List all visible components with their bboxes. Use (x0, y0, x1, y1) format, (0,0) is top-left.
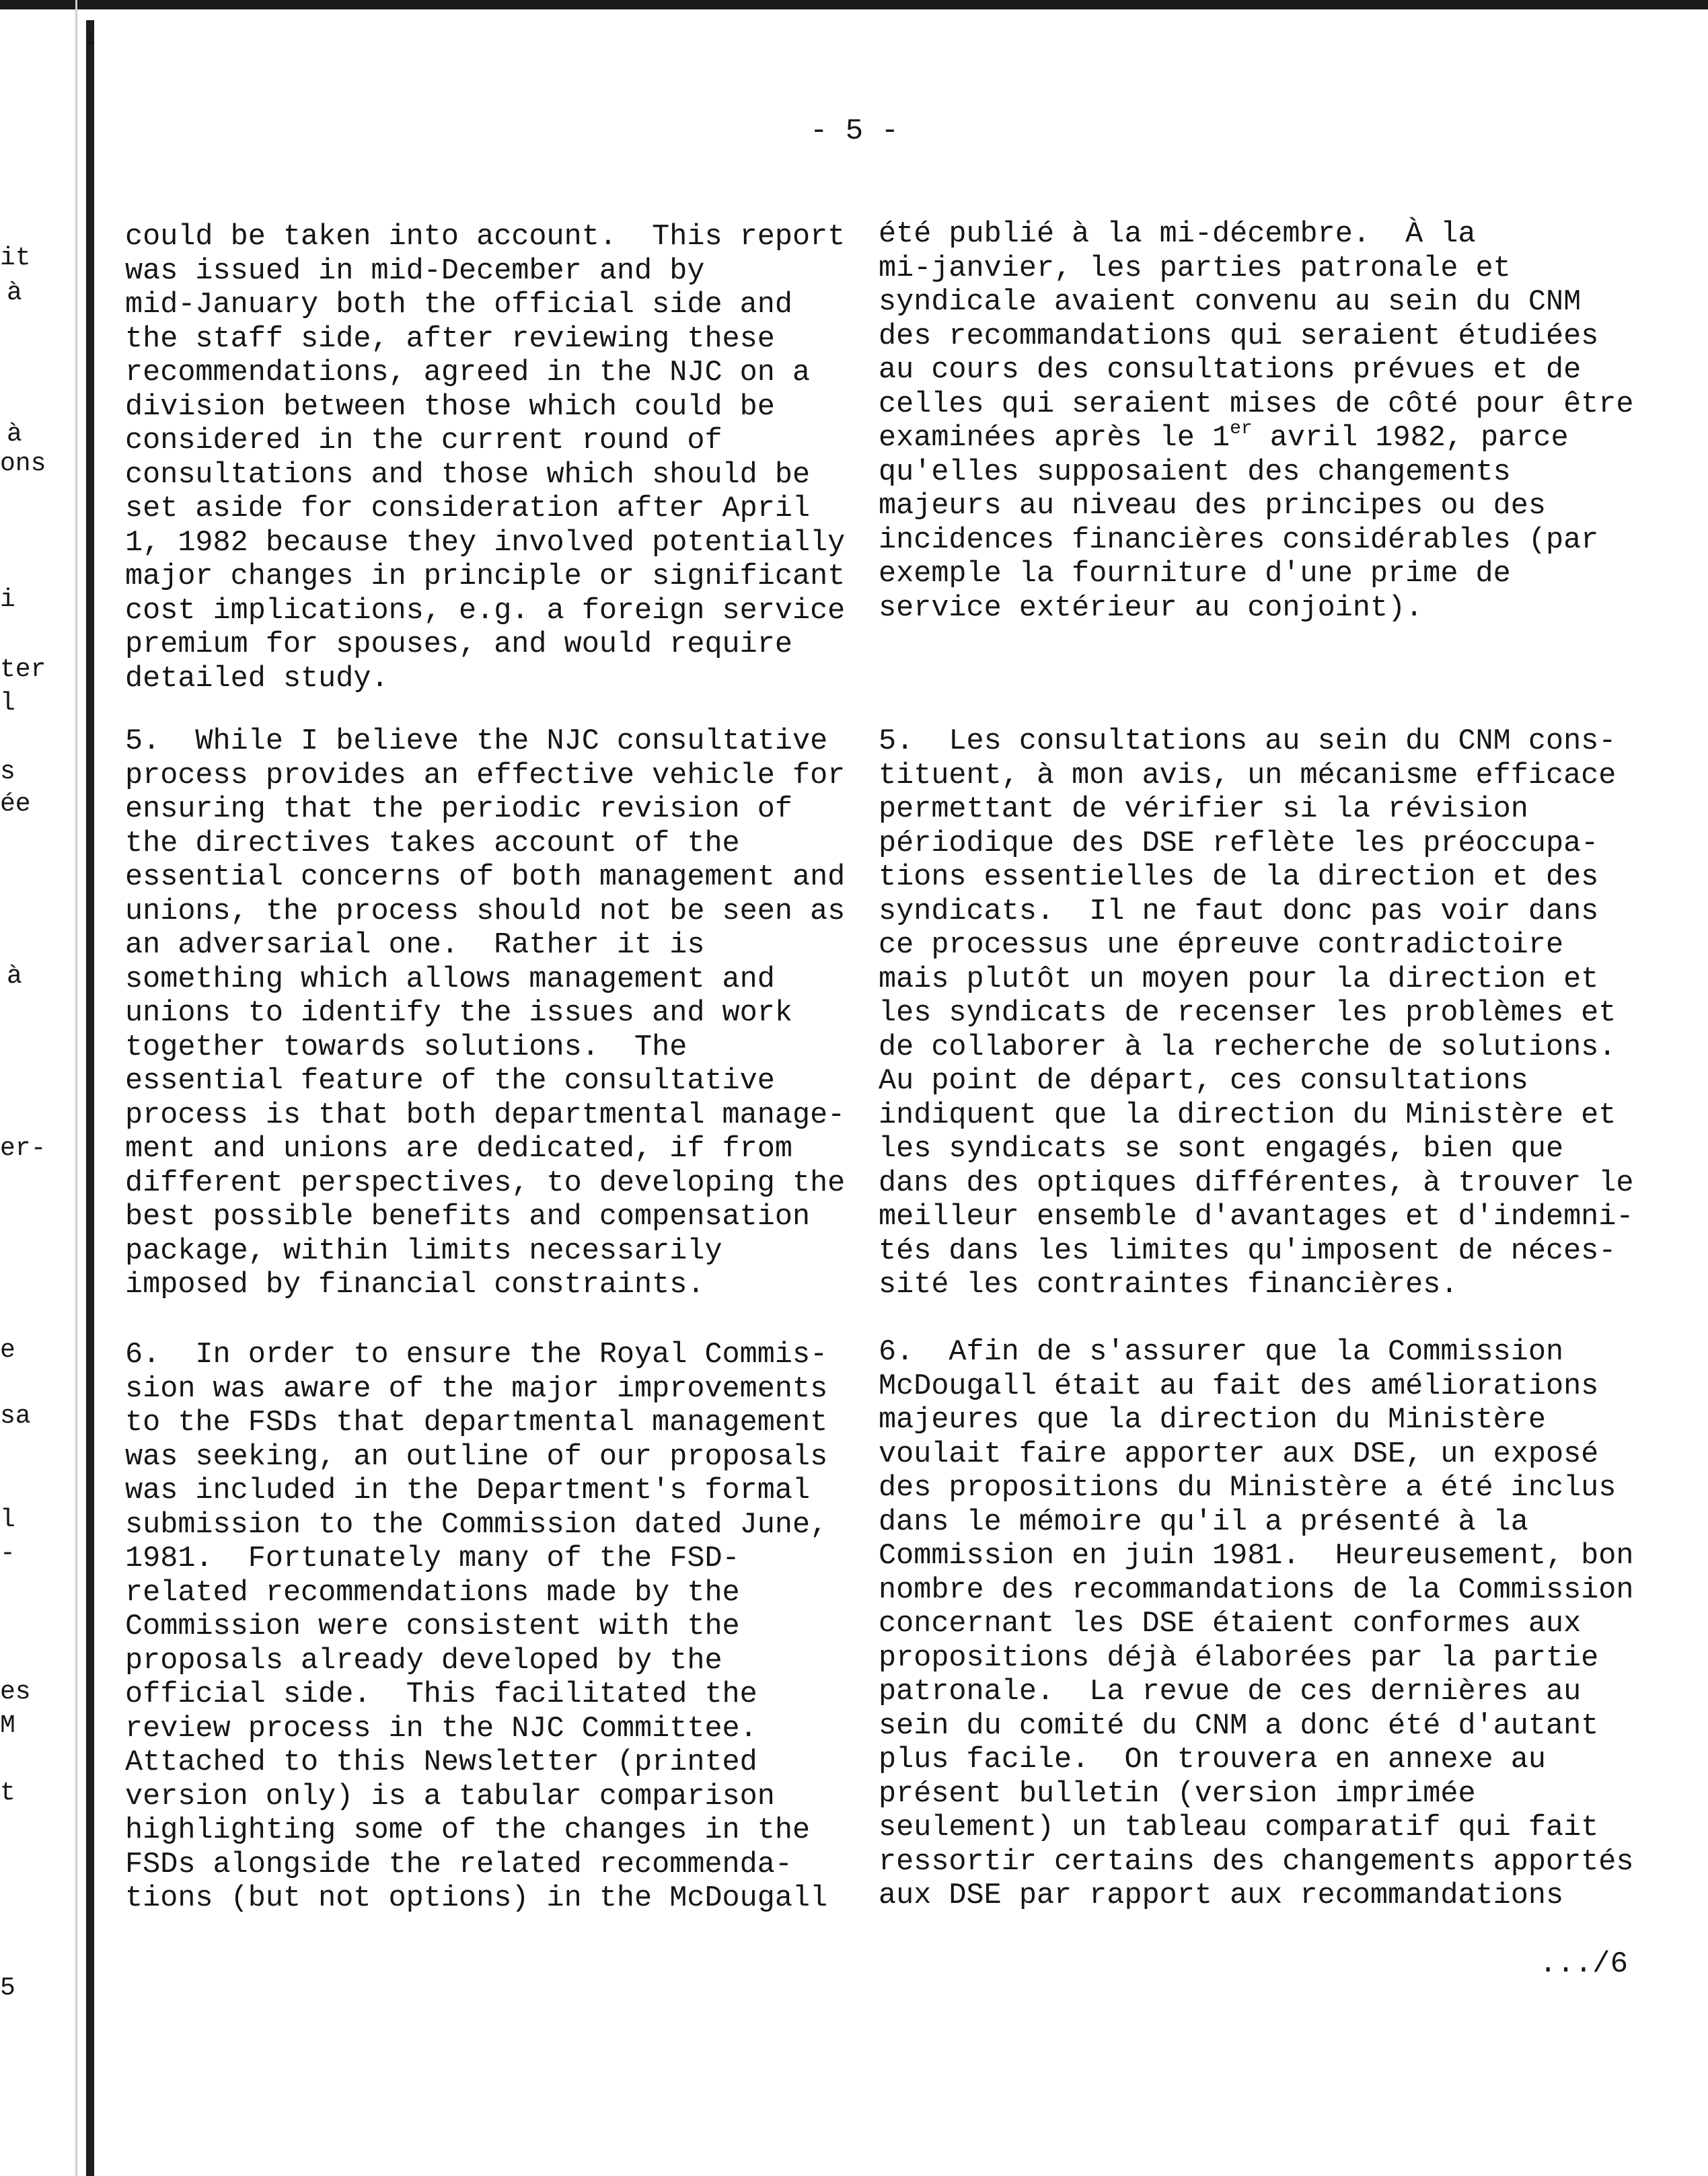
french-column (879, 725, 1634, 1303)
adjacent-page-fragment (0, 0, 96, 2176)
margin-fragment: ée (0, 790, 31, 819)
french-p1-text-end: avril 1982, parce qu'elles supposaient des changements majeurs au niveau des principes ou des incidences financières considérables (par exemple la fourniture d'une prime de service extérieur au conjoint). (879, 422, 1599, 625)
english-column (125, 1339, 828, 1916)
margin-fragment: e (0, 1336, 15, 1365)
scan-binding-line (86, 20, 94, 2176)
margin-fragment: à (7, 420, 22, 449)
page-number: - 5 - (809, 114, 899, 148)
continued-marker: .../6 (1538, 1947, 1628, 1981)
margin-fragment: t (0, 1778, 15, 1807)
margin-fragment: - (0, 1539, 15, 1568)
margin-fragment: i (0, 585, 15, 614)
margin-fragment: ons (0, 449, 46, 478)
french-p1-text: été publié à la mi-décembre. À la mi-janvier, les parties patronale et syndicale avaient convenu au sein du CNM des recommandations qui seraient étudiées au cours des consultations prévues et de celles qui seraient mises de côté pour être examinées après le 1 (879, 218, 1634, 455)
margin-fragment: l (0, 1505, 15, 1534)
english-column (125, 725, 846, 1303)
margin-fragment: es (0, 1678, 31, 1706)
margin-fragment: s (0, 757, 15, 786)
margin-fragment: à (7, 278, 22, 307)
scan-top-edge (0, 0, 1708, 9)
margin-fragment: it (0, 243, 31, 272)
margin-fragment: er- (0, 1134, 46, 1163)
margin-fragment: 1 (86, 32, 96, 48)
french-column (879, 218, 1634, 626)
french-paragraph-continued (879, 218, 1634, 626)
english-paragraph-continued: could be taken into account. This report was issued in mid-December and by mid-January both the official side and the staff side, after reviewing these recommendations, agreed in the NJC on a division between those which could be considered in the current round of consultations and those which should be set aside for consideration after April 1, 1982 because they involved potentially major changes in principle or significant cost implications, e.g. a foreign service premium for spouses, and would require detailed study. (125, 221, 846, 696)
french-paragraph-6: 6. Afin de s'assurer que la Commission McDougall était au fait des améliorations majeures que la direction du Ministère voulait faire apporter aux DSE, un exposé des propositions du Ministère a été inclus dans le mémoire qu'il a présenté à la Commission en juin 1981. Heureusement, bon nombre des recommandations de la Commission concernant les DSE étaient conformes aux propositions déjà élaborées par la partie patronale. La revue de ces dernières au sein du comité du CNM a donc été d'autant plus facile. On trouvera en annexe au présent bulletin (version imprimée seulement) un tableau comparatif qui fait ressortir certains des changements apportés aux DSE par rapport aux recommandations (879, 1336, 1634, 1912)
margin-fragment: M (0, 1711, 15, 1740)
margin-fragment: l (0, 689, 15, 718)
margin-fragment: ter (0, 655, 46, 684)
french-column (879, 1336, 1634, 1914)
scan-gutter-shadow (75, 0, 77, 2176)
margin-fragment: à (7, 962, 22, 991)
margin-fragment: sa (0, 1402, 31, 1431)
ordinal-superscript: er (1230, 418, 1253, 439)
english-column (125, 221, 846, 696)
english-paragraph-5: 5. While I believe the NJC consultative process provides an effective vehicle for ensuring that the periodic revision of the directives takes account of the essential concerns of both management and unions, the process should not be seen as an adversarial one. Rather it is something which allows management and unions to identify the issues and work together towards solutions. The essential feature of the consultative process is that both departmental manage- ment and unions are dedicated, if from different perspectives, to developing the best possible benefits and compensation package, within limits necessarily imposed by financial constraints. (125, 725, 846, 1302)
margin-fragment: 5 (0, 1974, 15, 2002)
english-paragraph-6: 6. In order to ensure the Royal Commis- sion was aware of the major improvements to the FSDs that departmental management was seeking, an outline of our proposals was included in the Department's formal submission to the Commission dated June, 1981. Fortunately many of the FSD- related recommendations made by the Commission were consistent with the proposals already developed by the official side. This facilitated the review process in the NJC Committee. Attached to this Newsletter (printed version only) is a tabular comparison highlighting some of the changes in the FSDs alongside the related recommenda- tions (but not options) in the McDougall (125, 1339, 828, 1915)
french-paragraph-5: 5. Les consultations au sein du CNM cons- tituent, à mon avis, un mécanisme efficace permettant de vérifier si la révision périodique des DSE reflète les préoccupa- tions essentielles de la direction et des syndicats. Il ne faut donc pas voir dans ce processus une épreuve contradictoire mais plutôt un moyen pour la direction et les syndicats de recenser les problèmes et de collaborer à la recherche de solutions. Au point de départ, ces consultations indiquent que la direction du Ministère et les syndicats se sont engagés, bien que dans des optiques différentes, à trouver le meilleur ensemble d'avantages et d'indemni- tés dans les limites qu'imposent de néces- sité les contraintes financières. (879, 725, 1634, 1302)
